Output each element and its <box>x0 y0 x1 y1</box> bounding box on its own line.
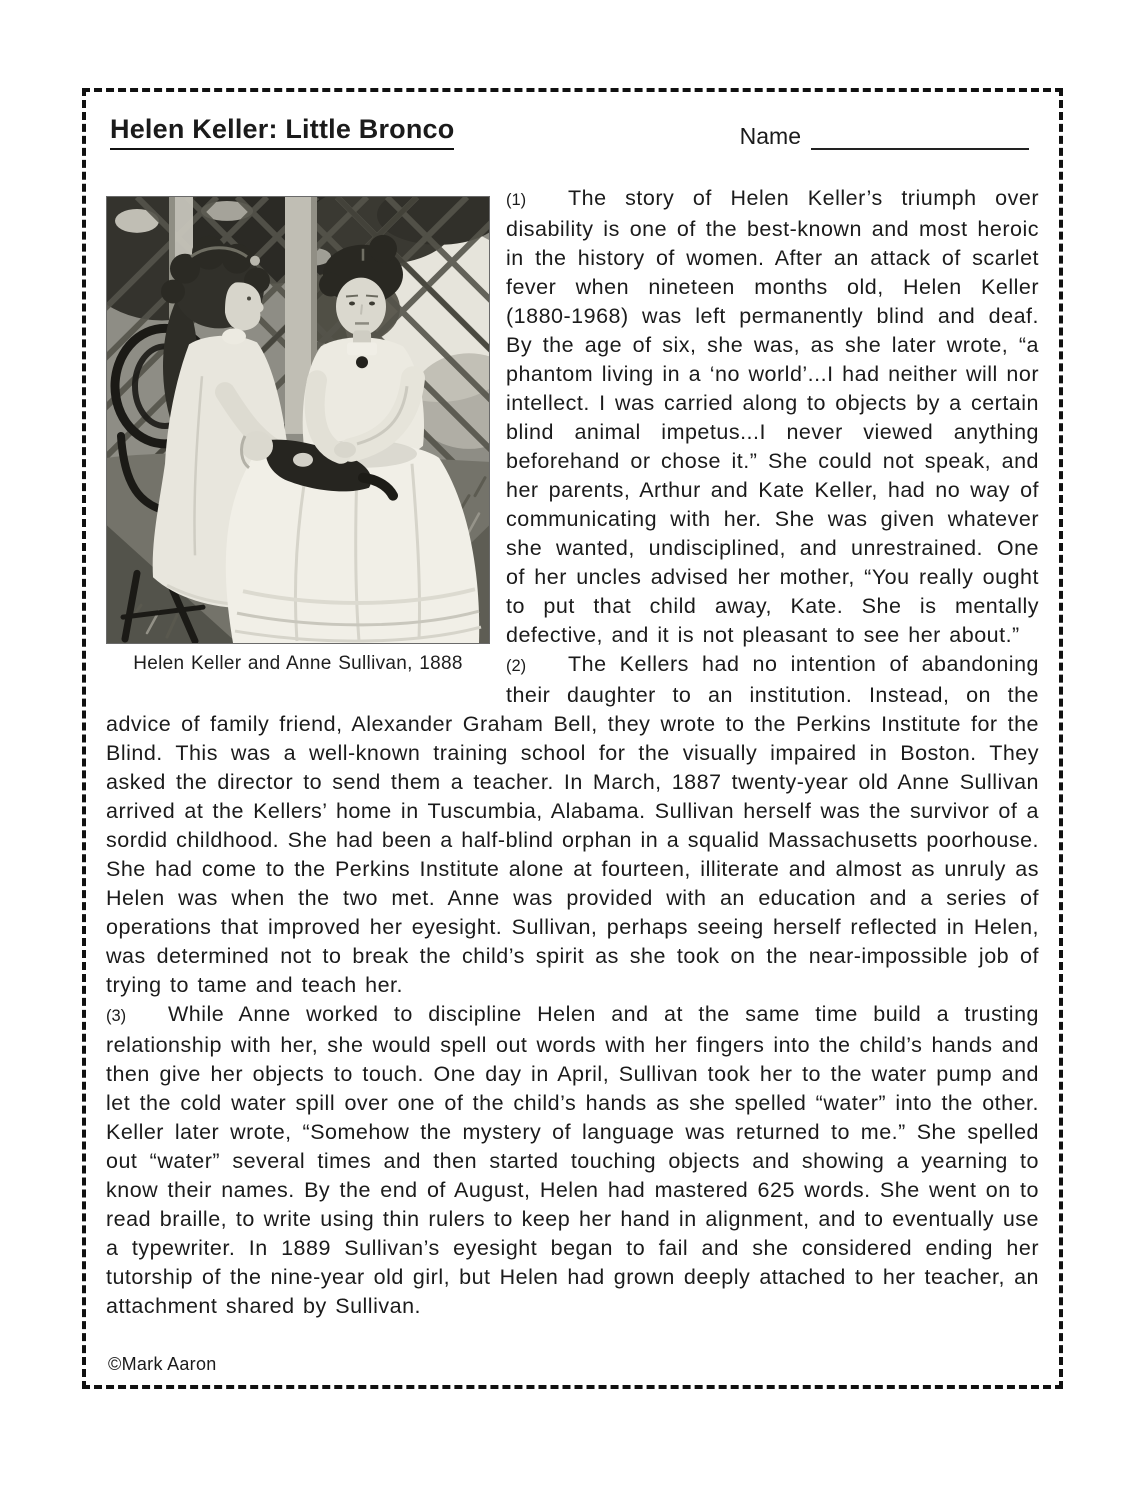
paragraph-1-number: (1) <box>506 191 527 209</box>
paragraph-3-number: (3) <box>106 1007 127 1025</box>
paragraph-3 <box>106 1000 1039 1321</box>
name-field <box>740 123 1029 150</box>
name-blank-line <box>811 124 1029 150</box>
name-label: Name <box>739 123 801 149</box>
footer <box>108 1354 217 1375</box>
photo-caption: Helen Keller and Anne Sullivan, 1888 <box>133 653 463 674</box>
header <box>106 114 1039 150</box>
paragraph-2-number: (2) <box>506 657 527 675</box>
photo-figure <box>106 196 490 678</box>
paragraph-3-text: While Anne worked to discipline Helen and at the same time build a trusting relationship with her, she would spell out words with her fingers into the child’s hands and then give her objects to touch. One day in April, Sullivan took her to the water pump and let the cold water spill over one of the child’s hands as she spelled “water” into the other. Keller later wrote, “Somehow the mystery of language was returned to me.” She spelled out “water” several times and then started touching objects and showing a yearning to know their names. By the end of August, Helen had mastered 625 words. She went on to read braille, to write using thin rulers to keep her hand in alignment, and to eventually use a typewriter. In 1889 Sullivan’s eyesight began to fail and she considered ending her tutorship of the nine-year old girl, but Helen had grown deeply attached to her teacher, an attachment shared by Sullivan. <box>106 1002 1039 1318</box>
page-title: Helen Keller: Little Bronco <box>110 114 454 150</box>
copyright-text: ©Mark Aaron <box>108 1354 217 1374</box>
paragraph-2-text: The Kellers had no intention of abandoning their daughter to an institution. Instead, on the advice of family friend, Alexander Graham Bell, they wrote to the Perkins Institute for the Blind. This was a well-known training school for the visually impaired in Boston. They asked the director to send them a teacher. In March, 1887 twenty-year old Anne Sullivan arrived at the Kellers’ home in Tuscumbia, Alabama. Sullivan herself was the survivor of a sordid childhood. She had been a half-blind orphan in a squalid Massachusetts poorhouse. She had come to the Perkins Institute alone at fourteen, illiterate and almost as unruly as Helen was when the two met. Anne was provided with an education and a series of operations that improved her eyesight. Sullivan, perhaps seeing herself reflected in Helen, was determined not to break the child’s spirit as she took on the near-impossible job of trying to tame and teach her. <box>106 652 1039 997</box>
paragraph-1-text: The story of Helen Keller’s triumph over disability is one of the best-known and most heroic in the history of women. After an attack of scarlet fever when nineteen months old, Helen Keller (1880-1968) was left permanently blind and deaf. By the age of six, she was, as she later wrote, “a phantom living in a ‘no world’...I had neither will nor intellect. I was carried along to objects by a certain blind animal impetus...I never viewed anything beforehand or chose it.” She could not speak, and her parents, Arthur and Kate Keller, had no way of communicating with her. She was given whatever she wanted, undisciplined, and unrestrained. One of her uncles advised her mother, “You really ought to put that child away, Kate. She is mentally defective, and it is not pleasant to see her about.” <box>506 186 1039 647</box>
paragraph-2 <box>106 650 1039 1000</box>
worksheet-sheet <box>82 88 1063 1389</box>
reading-passage <box>106 184 1039 1321</box>
photo-helen-and-anne <box>106 196 490 644</box>
